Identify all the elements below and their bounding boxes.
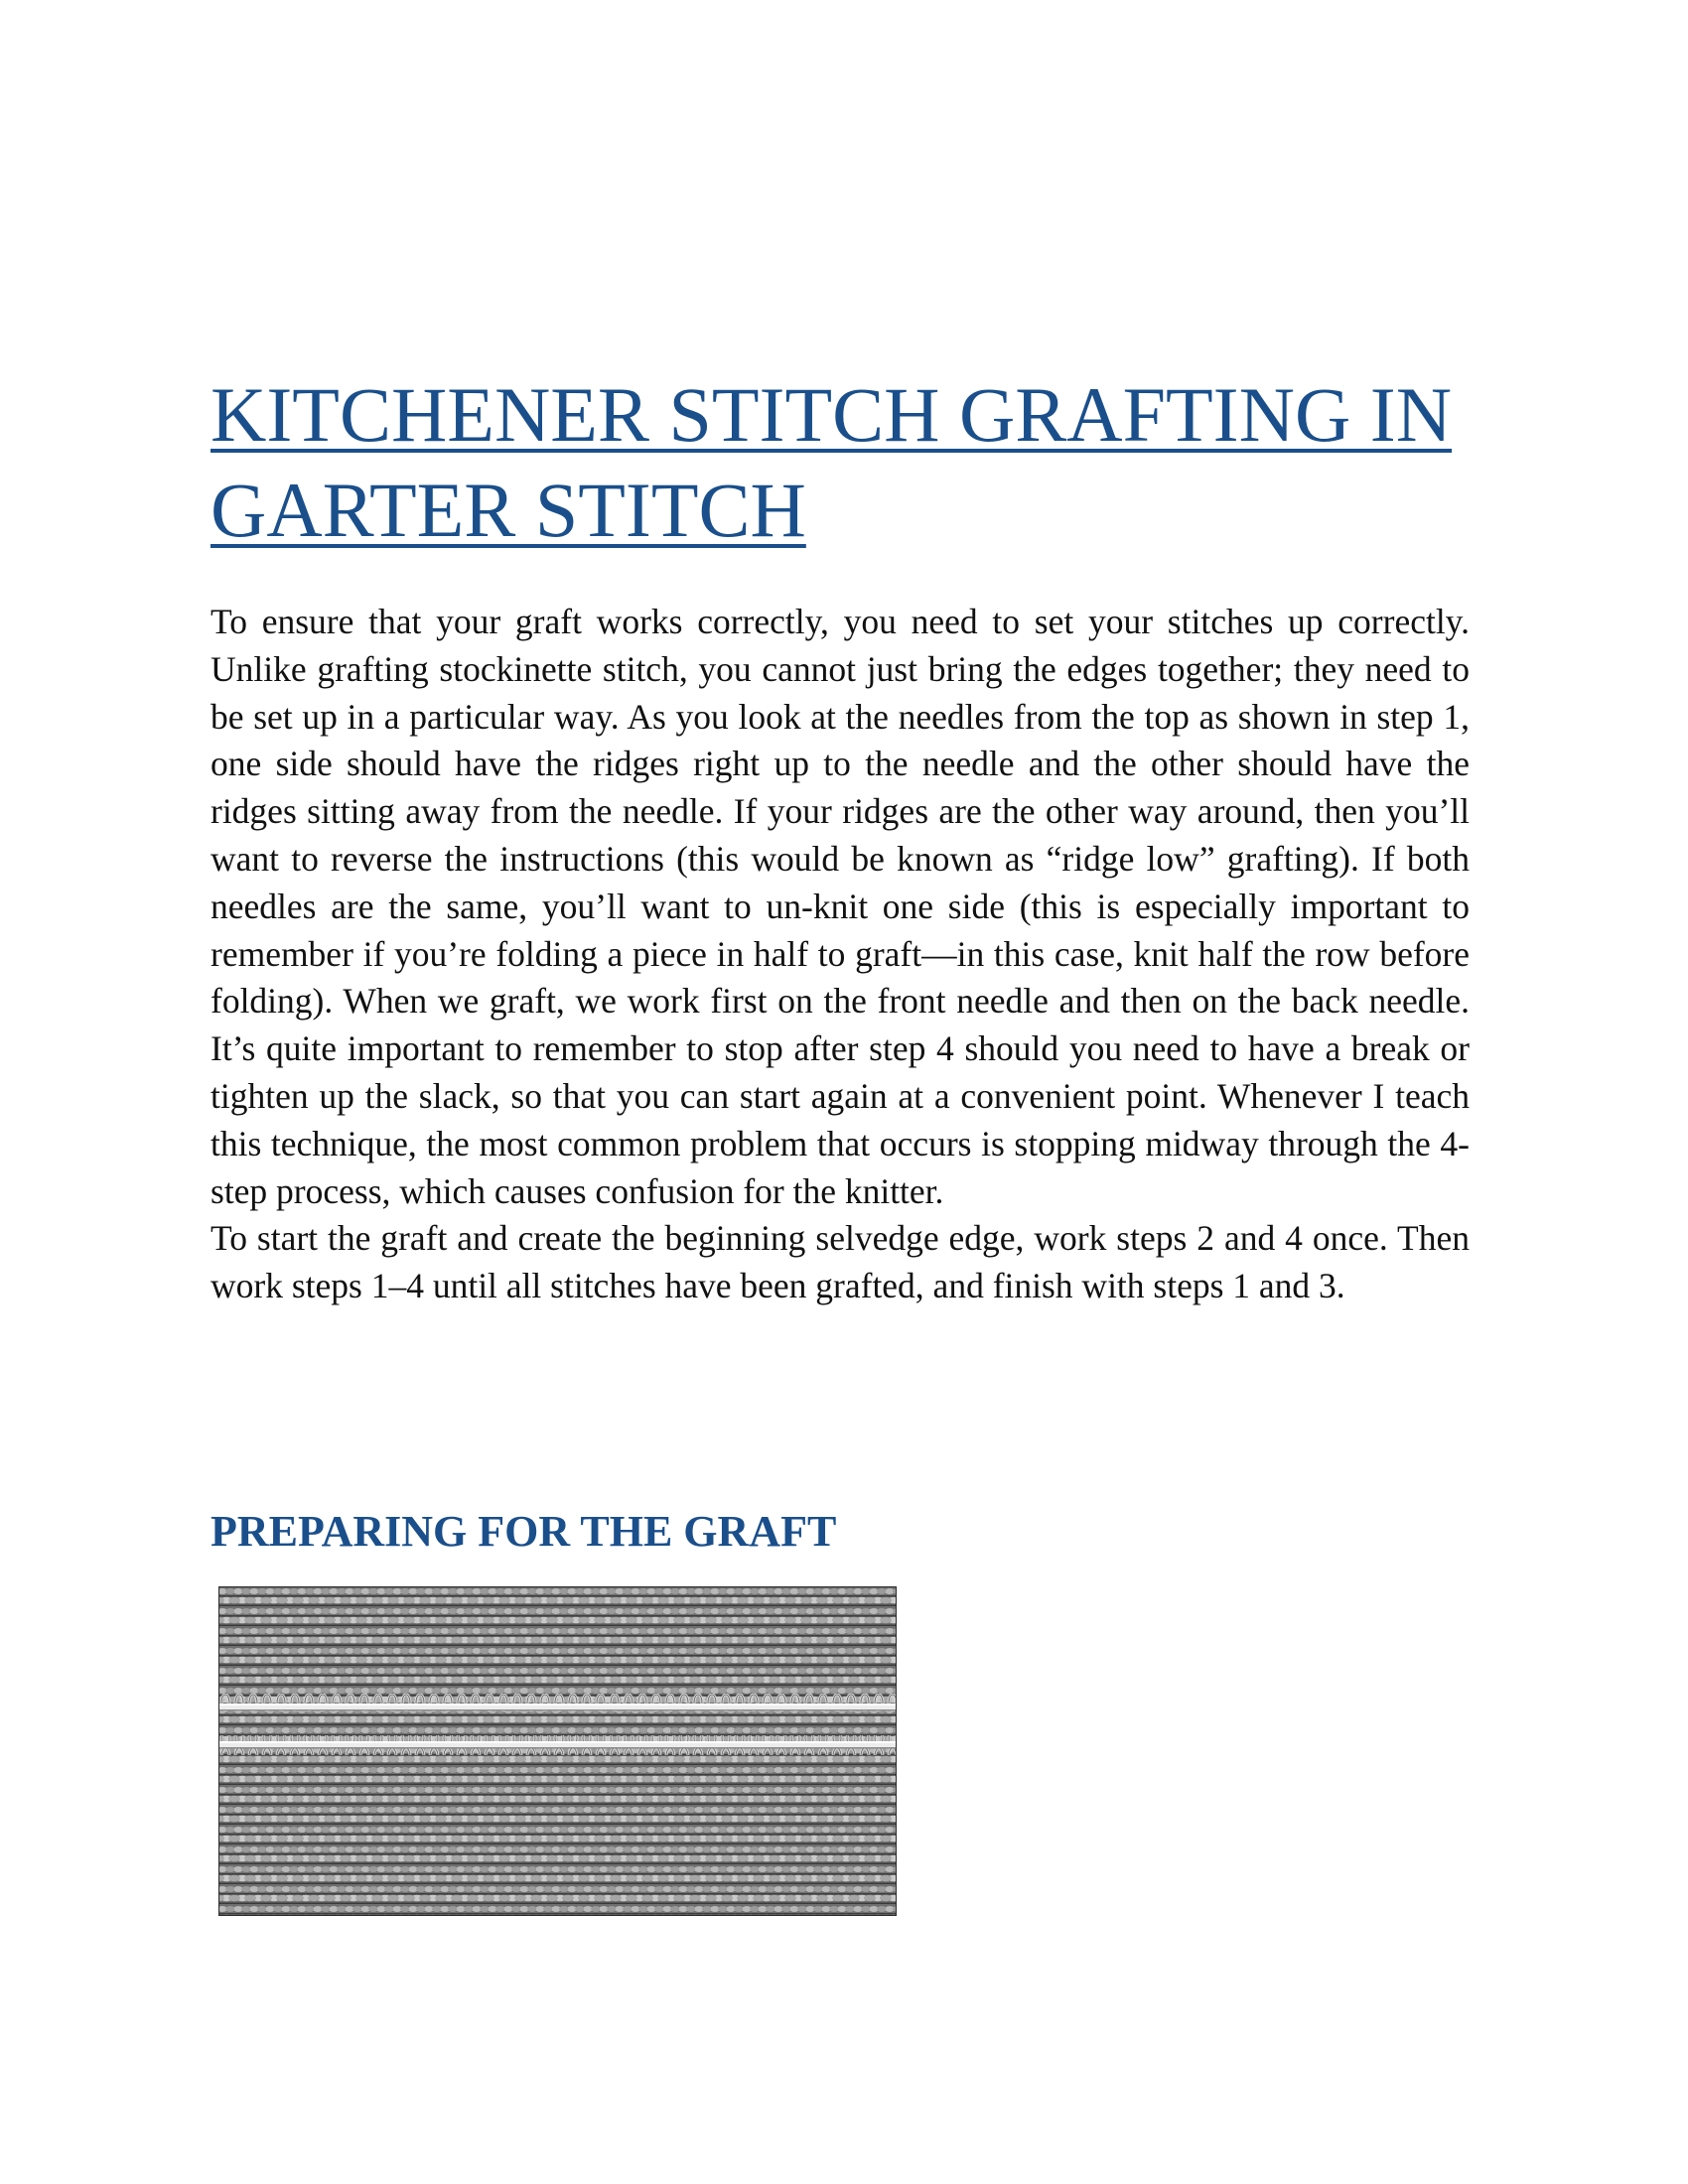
garter-stitch-graft-photo xyxy=(218,1586,897,1916)
instructions-paragraph: To start the graft and create the beginning selvedge edge, work steps 2 and 4 once. Then work steps 1–4 until all stitches have been grafted, and finish with steps 1 and 3. xyxy=(211,1218,1470,1306)
section-heading: PREPARING FOR THE GRAFT xyxy=(211,1507,837,1556)
page-title: KITCHENER STITCH GRAFTING IN GARTER STITCH xyxy=(211,371,1453,553)
body-text xyxy=(211,599,1470,1310)
intro-paragraph: To ensure that your graft works correctly, you need to set your stitches up correctly. Unlike grafting stockinette stitch, you cannot just bring the edges together; they need to be set up in a particular way. As you look at the needles from the top as shown in step 1, one side should have the ridges right up to the needle and the other should have the ridges sitting away from the needle. If your ridges are the other way around, then you’ll want to reverse the instructions (this would be known as “ridge low” grafting). If both needles are the same, you’ll want to un-knit one side (this is especially important to remember if you’re folding a piece in half to graft—in this case, knit half the row before folding). When we graft, we work first on the front needle and then on the back needle. It’s quite important to remember to stop after step 4 should you need to have a break or tighten up the slack, so that you can start again at a convenient point. Whenever I teach this technique, the most common problem that occurs is stopping midway through the 4-step process, which causes confusion for the knitter. xyxy=(211,602,1470,1211)
